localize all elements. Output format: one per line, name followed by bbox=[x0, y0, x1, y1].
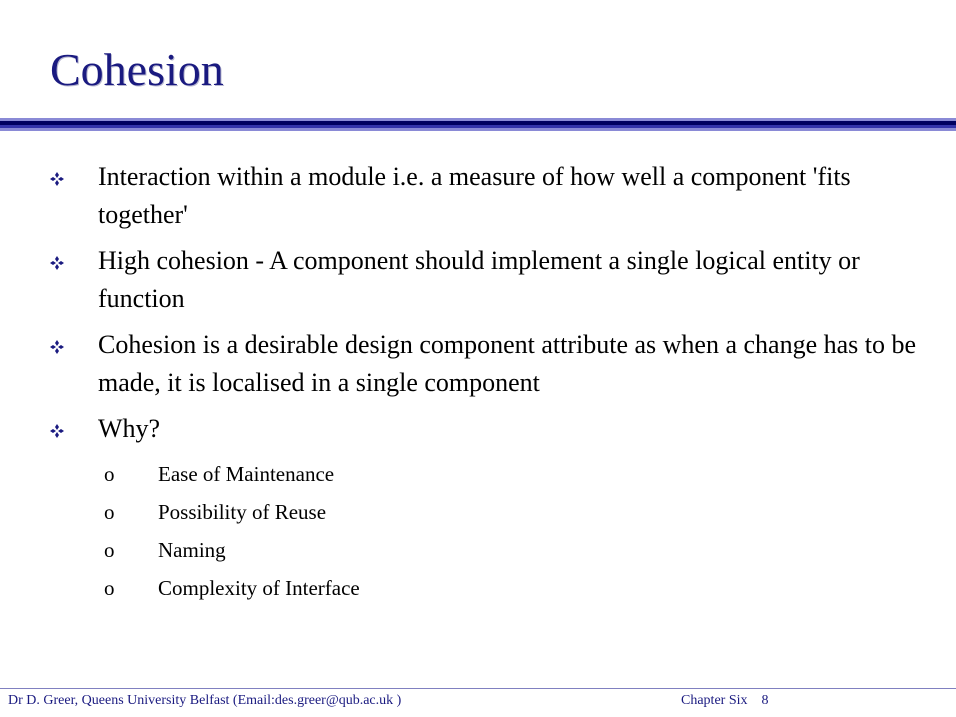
title-underline-bar bbox=[0, 118, 956, 132]
footer-divider bbox=[0, 688, 956, 689]
bullet-text: Interaction within a module i.e. a measure of how well a component 'fits together' bbox=[98, 162, 851, 229]
bullet-item bbox=[50, 242, 930, 318]
circle-bullet-marker: o bbox=[104, 576, 115, 600]
bullet-item bbox=[50, 158, 930, 234]
four-diamond-bullet-icon bbox=[50, 172, 64, 186]
footer-chapter-info bbox=[681, 693, 769, 709]
footer-author: Dr D. Greer, Queens University Belfast (Email:des.greer@qub.ac.uk ) bbox=[8, 693, 402, 708]
sub-bullet-text: Possibility of Reuse bbox=[158, 500, 327, 524]
circle-bullet-marker: o bbox=[104, 500, 115, 524]
sub-bullet-text: Complexity of Interface bbox=[158, 576, 360, 600]
sub-bullet-item bbox=[104, 493, 704, 531]
four-diamond-bullet-icon bbox=[50, 256, 64, 270]
sub-bullet-text: Ease of Maintenance bbox=[158, 462, 335, 486]
bullet-item bbox=[50, 410, 930, 448]
footer-chapter: Chapter Six bbox=[681, 693, 748, 708]
footer-page-number: 8 bbox=[761, 693, 769, 708]
circle-bullet-marker: o bbox=[104, 538, 115, 562]
sub-bullet-list bbox=[104, 455, 704, 607]
four-diamond-bullet-icon bbox=[50, 424, 64, 438]
circle-bullet-marker: o bbox=[104, 462, 115, 486]
sub-bullet-item bbox=[104, 455, 704, 493]
bullet-list bbox=[50, 158, 930, 456]
bullet-text: Why? bbox=[98, 414, 161, 443]
slide-title: Cohesion bbox=[50, 44, 224, 95]
four-diamond-bullet-icon bbox=[50, 340, 64, 354]
bullet-item bbox=[50, 326, 930, 402]
bullet-text: High cohesion - A component should implement a single logical entity or function bbox=[98, 246, 860, 313]
sub-bullet-item bbox=[104, 531, 704, 569]
bullet-text: Cohesion is a desirable design component attribute as when a change has to be made, it is localised in a single component bbox=[98, 330, 917, 397]
sub-bullet-text: Naming bbox=[158, 538, 226, 562]
sub-bullet-item bbox=[104, 569, 704, 607]
